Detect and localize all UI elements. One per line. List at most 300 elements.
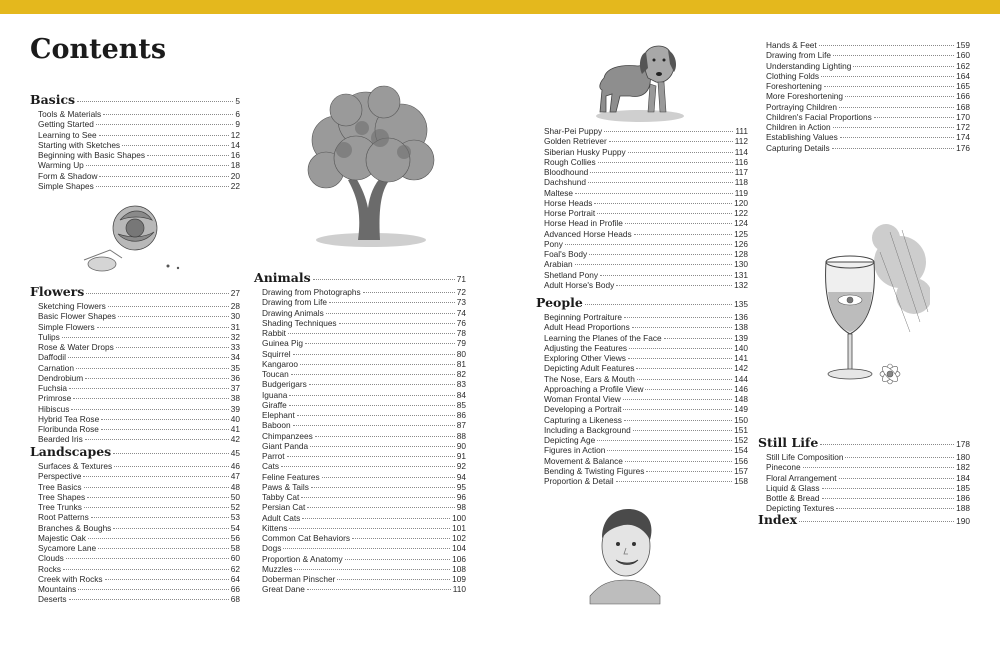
toc-entry — [254, 349, 466, 359]
dot-leader — [101, 419, 229, 420]
dot-leader — [839, 107, 954, 108]
entry-title: Deserts — [38, 594, 67, 605]
dot-leader — [84, 507, 229, 508]
dot-leader — [305, 343, 455, 344]
entry-title: Floral Arrangement — [766, 472, 837, 483]
entry-title: Form & Shadow — [38, 170, 98, 181]
dot-leader — [623, 399, 732, 400]
toc-section-animals-continued — [536, 126, 748, 290]
dot-leader — [664, 338, 733, 339]
toc-entry — [30, 383, 240, 393]
page-number: 124 — [734, 218, 748, 229]
entry-title: Dachshund — [544, 177, 586, 188]
dot-leader — [288, 333, 455, 334]
page-number: 46 — [230, 461, 240, 471]
toc-entry — [254, 328, 466, 338]
dot-leader — [293, 354, 455, 355]
entry-title: Drawing Animals — [262, 307, 324, 318]
dot-leader — [839, 478, 955, 479]
dot-leader — [645, 389, 732, 390]
page-number: 52 — [230, 502, 240, 512]
toc-entry — [30, 130, 240, 140]
toc-section-people-continued — [758, 40, 970, 153]
dot-leader — [326, 313, 455, 314]
dot-leader — [853, 66, 954, 67]
dot-leader — [147, 155, 229, 156]
entry-title: Tools & Materials — [38, 109, 102, 119]
page-number: 132 — [734, 279, 748, 290]
toc-entry — [536, 353, 748, 363]
page-number: 130 — [734, 259, 748, 270]
entry-title: Maltese — [544, 187, 574, 198]
dot-leader — [616, 285, 732, 286]
dot-leader — [118, 316, 229, 317]
page-number: 6 — [235, 109, 240, 119]
entry-title: Chimpanzees — [262, 430, 313, 441]
dot-leader — [594, 203, 732, 204]
entry-title: Starting with Sketches — [38, 139, 121, 150]
page-number: 158 — [734, 476, 748, 486]
page-number: 148 — [734, 394, 748, 404]
dot-leader — [69, 599, 229, 600]
page-number: 172 — [956, 122, 970, 132]
toc-entry — [536, 363, 748, 373]
toc-section-flowers — [30, 284, 240, 445]
page-number: 117 — [734, 167, 748, 177]
toc-entry — [30, 363, 240, 373]
page-number: 83 — [456, 379, 466, 390]
toc-entry — [536, 312, 748, 322]
dot-leader — [283, 548, 450, 549]
entry-title: Tree Shapes — [38, 491, 86, 502]
page-number: 80 — [456, 348, 466, 359]
top-accent-bar — [0, 0, 1000, 14]
entry-title: Children's Facial Proportions — [766, 111, 872, 122]
page-number: 110 — [452, 584, 466, 595]
dot-leader — [821, 76, 954, 77]
toc-entry — [536, 239, 748, 249]
dot-leader — [597, 440, 732, 441]
toc-entry — [30, 523, 240, 533]
page-number: 131 — [734, 269, 748, 280]
entry-title: Rocks — [38, 563, 62, 574]
toc-entry — [758, 493, 970, 503]
section-title: People — [536, 295, 583, 310]
toc-entry — [254, 318, 466, 328]
dot-leader — [101, 429, 229, 430]
dot-leader — [297, 415, 455, 416]
dot-leader — [822, 488, 955, 489]
dot-leader — [86, 293, 228, 294]
dot-leader — [836, 508, 954, 509]
page-number: 22 — [230, 180, 240, 191]
toc-entry — [758, 122, 970, 132]
page-number: 120 — [734, 197, 748, 208]
page-number: 91 — [456, 451, 466, 461]
page-number: 111 — [735, 126, 748, 136]
page-number: 149 — [734, 404, 748, 415]
dot-leader — [588, 182, 733, 183]
toc-entry — [758, 143, 970, 153]
page-number: 159 — [956, 40, 970, 50]
dot-leader — [337, 579, 450, 580]
page-number: 60 — [230, 553, 240, 564]
entry-title: Adult Head Proportions — [544, 322, 630, 333]
dot-leader — [96, 186, 229, 187]
dot-leader — [85, 439, 229, 440]
dot-leader — [575, 264, 733, 265]
page-number: 152 — [734, 435, 748, 445]
toc-entry — [536, 147, 748, 157]
toc-entry — [30, 109, 240, 119]
dot-leader — [88, 538, 229, 539]
page-number: 125 — [734, 228, 748, 239]
toc-entry — [30, 461, 240, 471]
page-number: 164 — [956, 70, 970, 81]
entry-title: Bending & Twisting Figures — [544, 465, 645, 476]
page-number: 28 — [230, 301, 240, 311]
page-number: 122 — [734, 208, 748, 218]
toc-entry — [30, 564, 240, 574]
entry-title: Golden Retriever — [544, 136, 607, 147]
dot-leader — [116, 347, 229, 348]
toc-entry — [30, 150, 240, 160]
page-number: 56 — [230, 532, 240, 543]
entry-title: Proportion & Detail — [544, 476, 614, 486]
page-number: 72 — [456, 287, 466, 297]
page-number: 112 — [734, 136, 748, 147]
page-number: 109 — [452, 574, 466, 584]
dot-leader — [590, 172, 732, 173]
entry-title: Pinecone — [766, 462, 801, 473]
page-number: 186 — [956, 493, 970, 503]
entry-title: Shar-Pei Puppy — [544, 126, 603, 136]
toc-entry — [30, 543, 240, 553]
entry-title: Warming Up — [38, 160, 84, 171]
toc-entry — [536, 394, 748, 404]
page-number: 45 — [230, 448, 240, 458]
page-number: 151 — [734, 424, 748, 435]
page-number: 144 — [734, 373, 748, 384]
entry-title: Dendrobium — [38, 372, 84, 383]
page-number: 9 — [235, 119, 240, 130]
toc-entry — [536, 374, 748, 384]
dot-leader — [307, 589, 451, 590]
page-number: 166 — [956, 91, 970, 102]
page-number: 34 — [230, 352, 240, 363]
dot-leader — [294, 569, 450, 570]
entry-title: Horse Head in Profile — [544, 218, 623, 229]
dot-leader — [69, 388, 229, 389]
dot-leader — [845, 96, 954, 97]
dot-leader — [632, 327, 732, 328]
page-number: 92 — [456, 461, 466, 472]
dot-leader — [63, 569, 229, 570]
page-number: 40 — [230, 413, 240, 424]
dot-leader — [99, 135, 229, 136]
dot-leader — [799, 521, 954, 522]
dot-leader — [636, 368, 732, 369]
page-number: 160 — [956, 50, 970, 61]
page-number: 27 — [230, 288, 240, 298]
toc-entry — [536, 249, 748, 259]
toc-entry — [30, 414, 240, 424]
toc-entry — [536, 136, 748, 146]
toc-entry — [30, 311, 240, 321]
page-number: 170 — [956, 111, 970, 122]
dot-leader — [597, 213, 732, 214]
entry-title: Children in Action — [766, 122, 831, 132]
page-number: 78 — [456, 328, 466, 338]
section-title: Landscapes — [30, 444, 112, 459]
toc-entry — [30, 574, 240, 584]
page-number: 90 — [456, 440, 466, 451]
section-heading — [254, 270, 466, 287]
entry-title: Bearded Iris — [38, 434, 83, 445]
toc-entry — [758, 102, 970, 112]
entry-title: Rough Collies — [544, 156, 596, 167]
entry-title: Bottle & Bread — [766, 493, 820, 503]
dot-leader — [623, 409, 732, 410]
entry-title: Capturing Details — [766, 142, 830, 153]
toc-entry — [536, 188, 748, 198]
entry-title: Branches & Boughs — [38, 522, 112, 533]
toc-entry — [536, 333, 748, 343]
page-number: 79 — [456, 338, 466, 349]
page-number: 104 — [452, 543, 466, 554]
dot-leader — [822, 498, 955, 499]
entry-title: Basic Flower Shapes — [38, 311, 116, 322]
page-number: 138 — [734, 322, 748, 333]
page-number: 35 — [230, 362, 240, 373]
page-number: 54 — [230, 522, 240, 533]
page-number: 48 — [230, 481, 240, 492]
dot-leader — [66, 558, 229, 559]
dot-leader — [845, 457, 954, 458]
toc-entry — [758, 112, 970, 122]
entry-title: Sketching Flowers — [38, 301, 106, 311]
toc-entry — [30, 512, 240, 522]
page-number: 42 — [230, 434, 240, 445]
dot-leader — [313, 279, 455, 280]
entry-title: Shading Techniques — [262, 317, 337, 328]
page-number: 141 — [734, 353, 748, 363]
page-number: 98 — [456, 502, 466, 513]
page-number: 108 — [452, 563, 466, 574]
dot-leader — [339, 323, 455, 324]
dot-leader — [311, 487, 455, 488]
page-number: 126 — [734, 238, 748, 249]
entry-title: Proportion & Anatomy — [262, 553, 343, 564]
toc-entry — [30, 594, 240, 604]
toc-entry — [254, 338, 466, 348]
dot-leader — [83, 476, 228, 477]
toc-section-landscapes — [30, 444, 240, 605]
entry-title: Drawing from Life — [766, 50, 832, 61]
toc-entry — [536, 425, 748, 435]
dot-leader — [309, 384, 455, 385]
entry-title: Adult Cats — [262, 512, 301, 523]
toc-entry — [536, 198, 748, 208]
entry-title: Foal's Body — [544, 249, 588, 259]
toc-entry — [30, 119, 240, 129]
dot-leader — [352, 538, 450, 539]
entry-title: Horse Heads — [544, 197, 593, 208]
toc-entry — [30, 584, 240, 594]
entry-title: Daffodil — [38, 352, 66, 363]
dot-leader — [114, 466, 229, 467]
section-title: Animals — [254, 270, 311, 285]
toc-entry — [30, 322, 240, 332]
entry-title: Drawing from Life — [262, 297, 328, 308]
toc-entry — [254, 472, 466, 482]
toc-entry — [30, 301, 240, 311]
page-number: 150 — [734, 414, 748, 425]
boy-illustration — [580, 500, 670, 605]
dot-leader — [609, 141, 733, 142]
entry-title: Tree Basics — [38, 481, 82, 492]
toc-entry — [254, 369, 466, 379]
toc-entry — [30, 140, 240, 150]
page-number: 136 — [734, 312, 748, 322]
page-number: 30 — [230, 311, 240, 322]
entry-title: Advanced Horse Heads — [544, 228, 632, 239]
dot-leader — [585, 304, 732, 305]
dot-leader — [633, 430, 732, 431]
toc-entry — [536, 322, 748, 332]
entry-title: Understanding Lighting — [766, 60, 852, 71]
toc-entry — [254, 359, 466, 369]
toc-entry — [536, 259, 748, 269]
entry-title: Kangaroo — [262, 358, 298, 369]
page-number: 162 — [956, 60, 970, 71]
entry-title: Muzzles — [262, 563, 293, 574]
page-number: 14 — [230, 139, 240, 150]
dot-leader — [98, 548, 229, 549]
entry-title: Exploring Other Views — [544, 353, 626, 363]
entry-title: Paws & Tails — [262, 481, 309, 492]
toc-entry — [254, 451, 466, 461]
entry-title: Approaching a Profile View — [544, 383, 644, 394]
toc-section-still-life — [758, 435, 970, 514]
entry-title: Sycamore Lane — [38, 543, 97, 553]
dot-leader — [97, 327, 229, 328]
dot-leader — [310, 446, 455, 447]
dot-leader — [73, 398, 229, 399]
dot-leader — [281, 466, 455, 467]
toc-entry — [254, 400, 466, 410]
entry-title: Mountains — [38, 584, 77, 594]
toc-entry — [30, 492, 240, 502]
entry-title: Portraying Children — [766, 101, 838, 112]
toc-entry — [254, 584, 466, 594]
page-title: Contents — [30, 34, 167, 65]
toc-entry — [254, 574, 466, 584]
entry-title: Elephant — [262, 410, 295, 420]
toc-entry — [30, 342, 240, 352]
dot-leader — [113, 453, 229, 454]
toc-entry — [30, 471, 240, 481]
toc-entry — [758, 483, 970, 493]
dot-leader — [62, 337, 229, 338]
toc-entry — [536, 466, 748, 476]
entry-title: Rabbit — [262, 328, 286, 338]
dot-leader — [565, 244, 732, 245]
toc-entry — [536, 280, 748, 290]
dot-leader — [85, 378, 229, 379]
page-number: 37 — [230, 383, 240, 393]
page-number: 146 — [734, 383, 748, 394]
dot-leader — [315, 436, 455, 437]
entry-title: Siberian Husky Puppy — [544, 146, 626, 157]
entry-title: Hands & Feet — [766, 40, 817, 50]
dot-leader — [307, 507, 454, 508]
page-number: 118 — [734, 177, 748, 188]
dot-leader — [301, 497, 454, 498]
section-title: Basics — [30, 92, 76, 107]
entry-title: Tabby Cat — [262, 492, 300, 502]
entry-title: More Foreshortening — [766, 91, 844, 102]
page-number: 5 — [235, 96, 240, 106]
dot-leader — [76, 368, 229, 369]
page-number: 82 — [456, 369, 466, 379]
page-number: 62 — [230, 563, 240, 574]
entry-title: Guinea Pig — [262, 338, 304, 349]
entry-title: Clouds — [38, 553, 64, 564]
dot-leader — [833, 127, 955, 128]
toc-entry — [758, 50, 970, 60]
toc-section-animals — [254, 270, 466, 595]
page-number: 71 — [456, 274, 466, 284]
entry-title: Dogs — [262, 543, 282, 554]
section-heading — [536, 295, 748, 312]
page-number: 174 — [956, 132, 970, 143]
page-number: 185 — [956, 482, 970, 493]
entry-title: Depicting Age — [544, 435, 596, 445]
dot-leader — [575, 193, 733, 194]
dot-leader — [77, 101, 233, 102]
dot-leader — [363, 292, 455, 293]
page-number: 38 — [230, 393, 240, 404]
toc-entry — [758, 40, 970, 50]
toc-entry — [30, 352, 240, 362]
page-number: 68 — [230, 594, 240, 605]
entry-title: Toucan — [262, 369, 289, 379]
entry-title: Floribunda Rose — [38, 424, 99, 434]
dot-leader — [329, 302, 455, 303]
page-number: 100 — [452, 512, 466, 523]
page-number: 101 — [452, 522, 466, 533]
entry-title: Majestic Oak — [38, 532, 86, 543]
section-heading — [30, 92, 240, 109]
dot-leader — [113, 528, 228, 529]
page-number: 128 — [734, 249, 748, 259]
entry-title: Root Patterns — [38, 512, 89, 523]
page-number: 50 — [230, 491, 240, 502]
wine-glass-illustration — [790, 222, 930, 402]
page-number: 180 — [956, 452, 970, 462]
dot-leader — [589, 254, 732, 255]
toc-entry — [254, 492, 466, 502]
dot-leader — [820, 444, 954, 445]
page-number: 53 — [230, 512, 240, 523]
entry-title: Learning to See — [38, 129, 97, 140]
page-number: 157 — [734, 465, 748, 476]
entry-title: Surfaces & Textures — [38, 461, 113, 471]
toc-section-basics — [30, 92, 240, 191]
entry-title: Baboon — [262, 420, 291, 431]
page-number: 140 — [734, 342, 748, 353]
